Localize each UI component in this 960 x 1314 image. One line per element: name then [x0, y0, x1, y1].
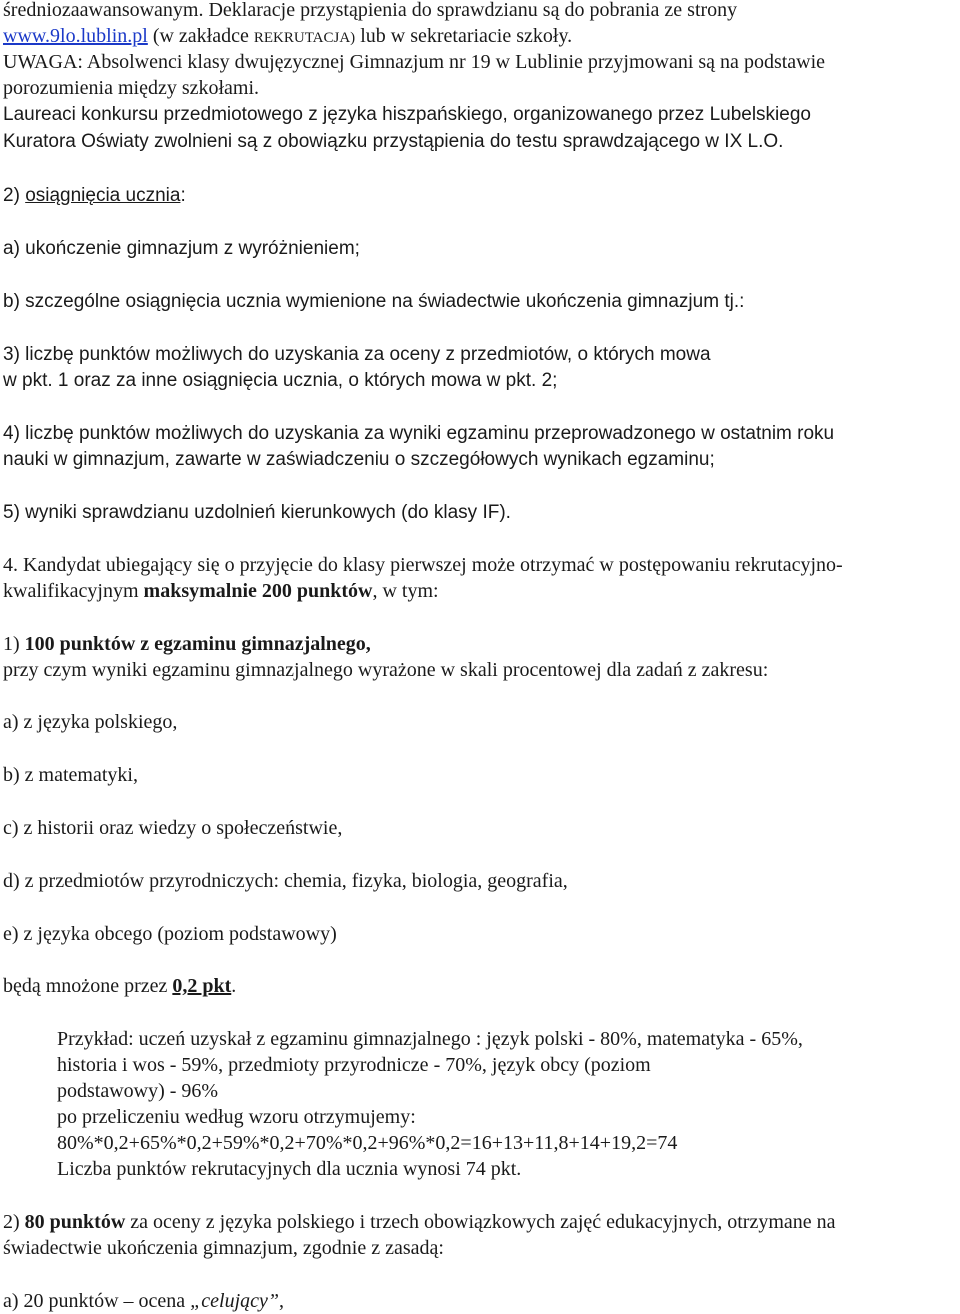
text-line: b) szczególne osiągnięcia ucznia wymienione na świadectwie ukończenia gimnazjum tj.:	[3, 291, 745, 312]
underlined-heading: osiągnięcia ucznia	[25, 185, 181, 206]
example-line: Przykład: uczeń uzyskał z egzaminu gimnazjalnego : język polski - 80%, matematyka - 65%,	[57, 1028, 803, 1050]
text-span: będą mnożone przez	[3, 975, 173, 997]
bold-text: 80 punktów	[24, 1211, 126, 1233]
text-span: ,	[279, 1290, 285, 1312]
bold-text: 100 punktów z egzaminu gimnazjalnego,	[24, 633, 371, 655]
text-span: a) 20 punktów – ocena	[3, 1290, 191, 1312]
text-span: 2)	[3, 1211, 25, 1233]
example-line: historia i wos - 59%, przedmioty przyrodnicze - 70%, język obcy (poziom	[57, 1054, 651, 1076]
text-line: a) ukończenie gimnazjum z wyróżnieniem;	[3, 238, 360, 259]
text-line: Kuratora Oświaty zwolnieni są z obowiązku przystąpienia do testu sprawdzającego w IX L.O.	[3, 131, 784, 152]
text-line	[3, 631, 371, 657]
text-span: lub w sekretariacie szkoły.	[355, 25, 573, 47]
example-line: po przeliczeniu według wzoru otrzymujemy:	[57, 1106, 416, 1128]
text-line	[3, 23, 572, 51]
example-line: 80%*0,2+65%*0,2+59%*0,2+70%*0,2+96%*0,2=16+13+11,8+14+19,2=74	[57, 1132, 678, 1154]
text-line	[3, 183, 186, 209]
bold-text: maksymalnie 200 punktów	[143, 580, 373, 602]
text-line	[3, 1209, 836, 1235]
text-line: d) z przedmiotów przyrodniczych: chemia, fizyka, biologia, geografia,	[3, 870, 568, 892]
bold-underlined-text: 0,2 pkt	[172, 975, 232, 997]
text-span: 1)	[3, 633, 25, 655]
text-line: Laureaci konkursu przedmiotowego z języka hiszpańskiego, organizowanego przez Lubelskiego	[3, 104, 811, 125]
example-line: podstawowy) - 96%	[57, 1080, 219, 1102]
text-span: (w zakładce	[147, 25, 254, 47]
text-line: 5) wyniki sprawdzianu uzdolnień kierunkowych (do klasy IF).	[3, 502, 511, 523]
text-line: 3) liczbę punktów możliwych do uzyskania za oceny z przedmiotów, o których mowa	[3, 344, 711, 365]
example-line: Liczba punktów rekrutacyjnych dla ucznia wynosi 74 pkt.	[57, 1158, 522, 1180]
text-line: a) z języka polskiego,	[3, 711, 178, 733]
text-line	[3, 973, 236, 999]
text-line: przy czym wyniki egzaminu gimnazjalnego wyrażone w skali procentowej dla zadań z zakresu:	[3, 659, 769, 681]
text-line: b) z matematyki,	[3, 764, 138, 786]
text-span: .	[231, 975, 237, 997]
text-line: c) z historii oraz wiedzy o społeczeństwie,	[3, 817, 343, 839]
text-line: porozumienia między szkołami.	[3, 77, 260, 99]
text-line: 4. Kandydat ubiegający się o przyjęcie do klasy pierwszej może otrzymać w postępowaniu rekrutacyjno-	[3, 554, 843, 576]
text-line: w pkt. 1 oraz za inne osiągnięcia ucznia, o których mowa w pkt. 2;	[3, 370, 558, 391]
text-span: za oceny z języka polskiego i trzech obowiązkowych zajęć edukacyjnych, otrzymane na	[125, 1211, 836, 1233]
text-line: średniozaawansowanym. Deklaracje przystąpienia do sprawdzianu są do pobrania ze strony	[3, 0, 738, 21]
text-line	[3, 1288, 284, 1314]
text-line: nauki w gimnazjum, zawarte w zaświadczeniu o szczegółowych wynikach egzaminu;	[3, 449, 715, 470]
text-line: UWAGA: Absolwenci klasy dwujęzycznej Gimnazjum nr 19 w Lublinie przyjmowani są na podstawie	[3, 51, 826, 73]
text-span: :	[180, 185, 186, 206]
text-line: 4) liczbę punktów możliwych do uzyskania za wyniki egzaminu przeprowadzonego w ostatnim roku	[3, 423, 835, 444]
school-website-link[interactable]: www.9lo.lublin.pl	[3, 25, 148, 47]
text-line: świadectwie ukończenia gimnazjum, zgodnie z zasadą:	[3, 1237, 444, 1259]
text-span: 2)	[3, 185, 26, 206]
text-span: kwalifikacyjnym	[3, 580, 144, 602]
text-span: REKRUTACJA)	[253, 30, 356, 46]
text-line	[3, 578, 439, 604]
text-span: , w tym:	[372, 580, 439, 602]
text-line: e) z języka obcego (poziom podstawowy)	[3, 923, 337, 945]
italic-text: „celujący”	[190, 1290, 280, 1312]
